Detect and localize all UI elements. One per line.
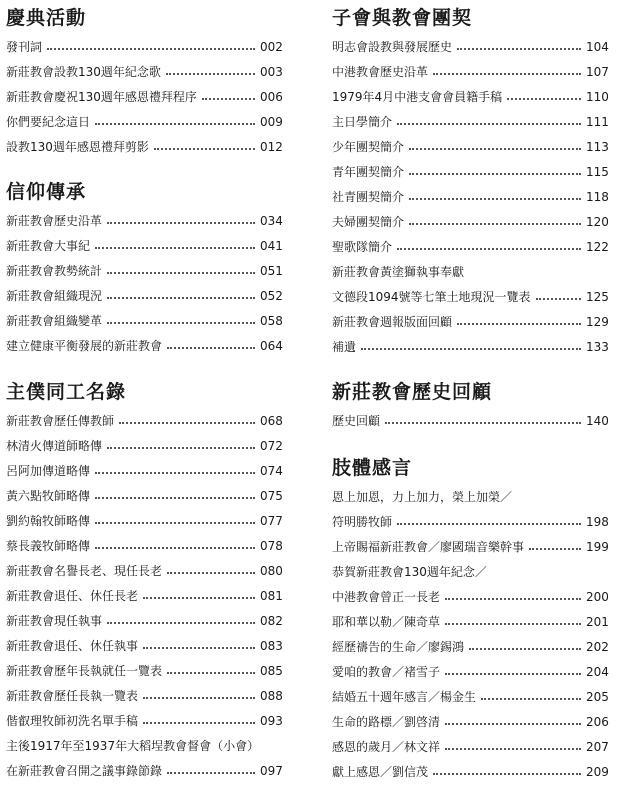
page-number: 111 [586,114,609,129]
page-number: 002 [260,39,283,54]
dot-leader [119,421,255,424]
toc-entry [332,309,608,334]
dot-leader [143,721,255,724]
page-number: 205 [586,689,609,704]
dot-leader [107,271,255,274]
dot-leader [143,596,255,599]
toc-entry [332,759,608,784]
toc-entry [6,34,282,59]
entry-title: 補遺 [332,340,357,354]
dot-leader [167,571,255,574]
dot-leader [445,747,581,750]
dot-leader [385,421,581,424]
dot-leader [154,147,255,150]
page-number: 088 [260,688,283,703]
toc-entry [6,508,282,533]
toc-entry [6,408,282,433]
dot-leader [397,247,581,250]
entry-title: 感恩的歲月／林文祥 [332,740,441,754]
toc-entry [6,208,282,233]
entry-title: 符明勝牧師 [332,515,393,529]
toc-entry [332,234,608,259]
toc-entry [332,159,608,184]
entry-title: 夫婦團契簡介 [332,215,405,229]
entry-title: 新莊教會大事紀 [6,239,91,253]
entry-title: 獻上感恩／劉信茂 [332,765,429,779]
page-number: 199 [586,539,609,554]
toc-entry [6,84,282,109]
entry-title: 經歷禱告的生命／廖錫鴻 [332,640,465,654]
dot-leader [433,72,581,75]
toc-entry [6,308,282,333]
entry-title: 發刊詞 [6,40,43,54]
entry-title: 明志會設教與發展歷史 [332,40,453,54]
dot-leader [507,97,581,100]
page-number: 207 [586,739,609,754]
toc-entry [332,734,608,759]
toc-entry [332,334,608,359]
page-number: 052 [260,288,283,303]
dot-leader [536,297,581,300]
section-faith-heritage [6,180,282,358]
page-number: 058 [260,313,283,328]
section-title: 慶典活動 [6,7,87,29]
page-number: 003 [260,64,283,79]
toc-entry [6,758,282,783]
entry-title: 劉約翰牧師略傳 [6,514,91,528]
page-number: 085 [260,663,283,678]
page-number: 122 [586,239,609,254]
dot-leader [95,122,255,125]
dot-leader [409,222,581,225]
toc-entries [332,484,608,784]
entry-title: 主後1917年至1937年大稻埕教會督會（小會） [6,739,260,753]
dot-leader [47,47,255,50]
page-number: 064 [260,338,283,353]
toc-entries [332,34,608,359]
entry-title: 新莊教會歷年長執就任一覽表 [6,664,163,678]
page-number: 009 [260,114,283,129]
toc-entry [6,483,282,508]
entry-title: 恭賀新莊教會130週年紀念／ [332,565,487,579]
dot-leader [445,672,581,675]
dot-leader [95,496,255,499]
toc-entry [332,659,608,684]
page-number: 041 [260,238,283,253]
section-title: 肢體感言 [332,457,413,479]
page-number: 012 [260,139,283,154]
entry-title: 新莊教會組織現況 [6,289,103,303]
page-number: 120 [586,214,609,229]
entry-title: 結婚五十週年感言／楊金生 [332,690,477,704]
entry-title: 新莊教會退任、休任執事 [6,639,139,653]
entry-title: 新莊教會名譽長老、現任長老 [6,564,163,578]
entry-title: 新莊教會慶祝130週年感恩禮拜程序 [6,90,197,104]
entry-title: 新莊教會週報版面回顧 [332,315,453,329]
toc-entry [6,583,282,608]
toc-entry [332,408,608,433]
page-number: 107 [586,64,609,79]
toc-entry [332,184,608,209]
section-title: 主僕同工名錄 [6,381,127,403]
page-number: 133 [586,339,609,354]
entry-title: 新莊教會教勢統計 [6,264,103,278]
entry-title: 聖歌隊簡介 [332,240,393,254]
entry-title: 設教130週年感恩禮拜剪影 [6,140,149,154]
dot-leader [445,722,581,725]
toc-entry [332,509,608,534]
toc-entry [332,84,608,109]
entry-title: 在新莊教會召開之議事錄節錄 [6,764,163,778]
toc-entry [6,558,282,583]
page-number: 206 [586,714,609,729]
toc-entry [6,658,282,683]
page-number: 080 [260,563,283,578]
entry-title: 建立健康平衡發展的新莊教會 [6,339,163,353]
dot-leader [95,246,255,249]
dot-leader [397,122,581,125]
page-number: 072 [260,438,283,453]
page-number: 110 [586,89,609,104]
dot-leader [166,72,255,75]
dot-leader [107,221,255,224]
section-history-review [332,380,608,433]
entry-title: 耶和華以勒／陳奇草 [332,615,441,629]
toc-entry [332,609,608,634]
entry-title: 文德段1094號等七筆土地現況一覽表 [332,290,531,304]
toc-entry [6,458,282,483]
toc-entry [332,34,608,59]
toc-entries [6,34,282,159]
toc-entry [332,534,608,559]
dot-leader [202,97,255,100]
entry-title: 你們要紀念這日 [6,115,91,129]
page-number: 068 [260,413,283,428]
dot-leader [529,547,581,550]
page-number: 077 [260,513,283,528]
entry-title: 黃六點牧師略傳 [6,489,91,503]
dot-leader [445,597,581,600]
dot-leader [95,546,255,549]
page-number: 074 [260,463,283,478]
page-number: 118 [586,189,609,204]
page-number: 198 [586,514,609,529]
page-number: 140 [586,413,609,428]
page-number: 078 [260,538,283,553]
toc-entry [6,683,282,708]
entry-title: 歷史回顧 [332,414,381,428]
toc-entries [6,408,282,783]
toc-entry [6,233,282,258]
page-number: 200 [586,589,609,604]
entry-title: 生命的路標／劉啓清 [332,715,441,729]
dot-leader [107,296,255,299]
entry-title: 中港教會歷史沿革 [332,65,429,79]
toc-entry [332,209,608,234]
section-member-testimonies [332,456,608,784]
entry-title: 主日學簡介 [332,115,393,129]
entry-title: 偕叡理牧師初洗名單手稿 [6,714,139,728]
page-number: 051 [260,263,283,278]
section-title: 新莊教會歷史回顧 [332,381,493,403]
toc-entries [332,408,608,433]
dot-leader [107,446,255,449]
dot-leader [481,697,581,700]
page-number: 093 [260,713,283,728]
toc-entry [6,733,282,758]
toc-entry [6,633,282,658]
toc-entry [332,134,608,159]
page-number: 209 [586,764,609,779]
toc-entry [332,634,608,659]
dot-leader [361,347,581,350]
dot-leader [143,646,255,649]
toc-entry [6,283,282,308]
section-branches-fellowships [332,6,608,359]
dot-leader [167,771,255,774]
toc-entry [332,584,608,609]
dot-leader [433,772,581,775]
toc-entry [332,684,608,709]
entry-title: 呂阿加傳道略傳 [6,464,91,478]
page-number: 104 [586,39,609,54]
toc-entries [6,208,282,358]
entry-title: 新莊教會歷任傳教師 [6,414,115,428]
dot-leader [143,696,255,699]
toc-entry [6,333,282,358]
page-number: 125 [586,289,609,304]
toc-entry [332,559,608,584]
toc-entry [6,134,282,159]
page-number: 201 [586,614,609,629]
entry-title: 蔡長義牧師略傳 [6,539,91,553]
toc-entry [6,258,282,283]
page-number: 034 [260,213,283,228]
entry-title: 上帝賜福新莊教會／廖國瑞音樂幹事 [332,540,525,554]
entry-title: 中港教會曾正一長老 [332,590,441,604]
toc-entry [332,59,608,84]
entry-title: 愛咱的教會／褚雪子 [332,665,441,679]
dot-leader [445,622,581,625]
entry-title: 新莊教會組織變革 [6,314,103,328]
page-number: 202 [586,639,609,654]
entry-title: 恩上加恩，力上加力，榮上加榮／ [332,490,513,504]
toc-entry [6,433,282,458]
page-number: 097 [260,763,283,778]
toc-entry [332,709,608,734]
page-number: 082 [260,613,283,628]
dot-leader [409,147,581,150]
entry-title: 新莊教會歷史沿革 [6,214,103,228]
toc-entry [6,59,282,84]
toc-entry [332,259,608,284]
section-servants-directory [6,380,282,783]
section-title: 子會與教會團契 [332,7,473,29]
entry-title: 少年團契簡介 [332,140,405,154]
entry-title: 新莊教會黃塗獅執事奉獻 [332,265,465,279]
dot-leader [95,471,255,474]
page-number: 204 [586,664,609,679]
toc-entry [6,708,282,733]
entry-title: 青年團契簡介 [332,165,405,179]
toc-entry [332,484,608,509]
toc-entry [6,608,282,633]
toc-entry [332,109,608,134]
dot-leader [107,321,255,324]
entry-title: 新莊教會歷任長執一覽表 [6,689,139,703]
entry-title: 新莊教會設教130週年紀念歌 [6,65,161,79]
toc-entry [6,533,282,558]
dot-leader [167,671,255,674]
page-number: 081 [260,588,283,603]
entry-title: 新莊教會退任、休任長老 [6,589,139,603]
page-number: 083 [260,638,283,653]
dot-leader [167,346,255,349]
dot-leader [397,522,581,525]
toc-entry [332,284,608,309]
section-title: 信仰傳承 [6,181,87,203]
entry-title: 社青團契簡介 [332,190,405,204]
page-number: 006 [260,89,283,104]
dot-leader [457,322,581,325]
page-number: 115 [586,164,609,179]
dot-leader [409,172,581,175]
entry-title: 1979年4月中港支會會員籍手稿 [332,90,503,104]
dot-leader [457,47,581,50]
entry-title: 新莊教會現任執事 [6,614,103,628]
section-celebrations [6,6,282,159]
page-number: 129 [586,314,609,329]
entry-title: 林清火傳道師略傳 [6,439,103,453]
dot-leader [469,647,581,650]
dot-leader [95,521,255,524]
page-number: 113 [586,139,609,154]
dot-leader [409,197,581,200]
toc-entry [6,109,282,134]
dot-leader [107,621,255,624]
page-number: 075 [260,488,283,503]
